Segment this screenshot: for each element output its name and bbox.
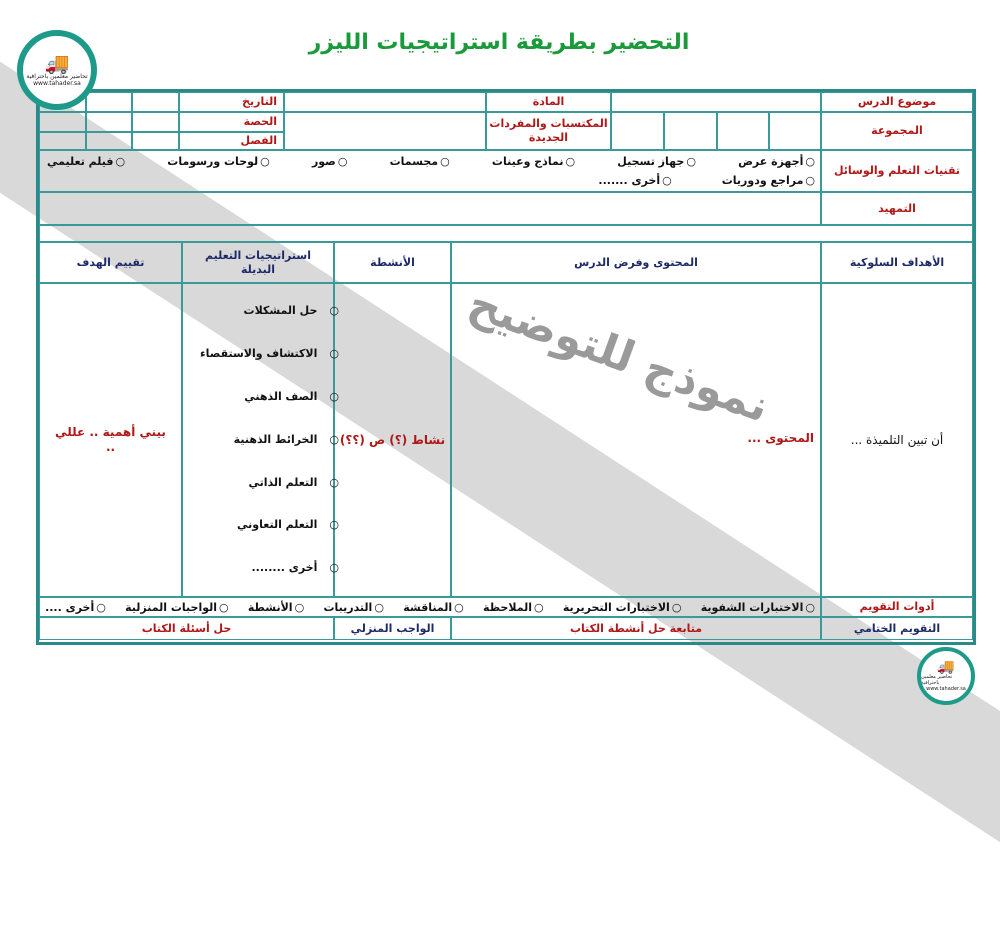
period-label: الحصة — [180, 112, 285, 132]
assessment-option[interactable]: ○ الملاحظة — [484, 601, 545, 614]
strategy-item[interactable]: ○ الصف الذهني — [245, 390, 340, 403]
evaluation-cell[interactable]: بيني أهمية .. عللي .. — [40, 283, 183, 597]
activity-cell[interactable]: نشاط (؟) ص (؟؟) — [335, 283, 452, 597]
objectives-header: الأهداف السلوكية — [822, 242, 974, 283]
class-label: الفصل — [180, 132, 285, 150]
final-follow[interactable]: متابعة حل أنشطة الكتاب — [452, 617, 822, 640]
assessment-label: أدوات التقويم — [822, 597, 974, 617]
class-cell[interactable] — [133, 132, 180, 150]
spacer-row — [40, 225, 974, 242]
tech-options-line-2 — [48, 172, 816, 188]
class-cell[interactable] — [87, 132, 133, 150]
date-cell[interactable] — [87, 92, 133, 112]
strategy-item[interactable]: ○ التعلم الذاتي — [250, 476, 340, 489]
logo-bottom: 🚚 تحاضير معلمين باحترافية www.tahader.sa — [918, 647, 976, 705]
vocab-field[interactable] — [285, 112, 487, 150]
evaluation-header: تقييم الهدف — [40, 242, 183, 283]
period-cell[interactable] — [133, 112, 180, 132]
tech-option[interactable]: ○ أخرى ....... — [599, 174, 672, 187]
watermark-text: نموذج للتوضيح — [463, 277, 777, 433]
assessment-option[interactable]: ○ الواجبات المنزلية — [126, 601, 230, 614]
tech-options-line-1 — [48, 153, 816, 169]
vocab-label: المكتسبات والمفردات الجديدة — [487, 112, 612, 150]
activities-header: الأنشطة — [335, 242, 452, 283]
intro-field[interactable] — [40, 192, 822, 225]
tech-option[interactable]: ○ مجسمات — [391, 155, 451, 168]
strategy-item[interactable]: ○ الاكتشاف والاستقصاء — [201, 347, 340, 360]
tech-option[interactable]: ○ لوحات ورسومات — [168, 155, 270, 168]
topic-field[interactable] — [612, 92, 822, 112]
topic-label: موضوع الدرس — [822, 92, 974, 112]
strategy-item[interactable]: ○ حل المشكلات — [245, 304, 340, 317]
group-box[interactable] — [718, 112, 770, 150]
homework-value[interactable]: حل أسئلة الكتاب — [40, 617, 335, 640]
assessment-option[interactable]: ○ المناقشة — [404, 601, 465, 614]
group-box[interactable] — [665, 112, 718, 150]
content-header: المحتوى وفرض الدرس — [452, 242, 822, 283]
date-cell[interactable] — [133, 92, 180, 112]
date-label: التاريخ — [180, 92, 285, 112]
content-cell[interactable]: المحتوى ... — [452, 283, 822, 597]
assessment-option[interactable]: ○ الاختبارات التحريرية — [564, 601, 683, 614]
assessment-option[interactable]: ○ الاختبارات الشفوية — [702, 601, 816, 614]
tech-label: تقنيات التعلم والوسائل — [822, 150, 974, 192]
tech-option[interactable]: ○ نماذج وعينات — [493, 155, 576, 168]
period-cell[interactable] — [40, 112, 87, 132]
assessment-option[interactable]: ○ الأنشطة — [249, 601, 305, 614]
tech-option[interactable]: ○ فيلم تعليمي — [48, 155, 126, 168]
final-label: التقويم الختامي — [822, 617, 974, 640]
tech-option[interactable]: ○ صور — [313, 155, 348, 168]
class-cell[interactable] — [40, 132, 87, 150]
subject-label: المادة — [487, 92, 612, 112]
assessment-option[interactable]: ○ التدريبات — [324, 601, 385, 614]
strategies-header: استراتيجيات التعليم البديلة — [183, 242, 335, 283]
logo-top: 🚚 تحاضير معلمين باحترافية www.tahader.sa — [18, 30, 98, 110]
tech-option[interactable]: ○ أجهزة عرض — [739, 155, 816, 168]
page-title: التحضير بطريقة استراتيجيات الليزر — [309, 30, 691, 55]
strategy-item[interactable]: ○ الخرائط الذهنية — [235, 433, 340, 446]
group-box[interactable] — [770, 112, 822, 150]
intro-label: التمهيد — [822, 192, 974, 225]
homework-label: الواجب المنزلي — [335, 617, 452, 640]
period-cell[interactable] — [87, 112, 133, 132]
objective-cell[interactable]: أن تبين التلميذة ... — [822, 283, 974, 597]
truck-icon: 🚚 — [45, 51, 71, 75]
strategy-item[interactable]: ○ التعلم التعاوني — [238, 518, 340, 531]
group-label: المجموعة — [822, 112, 974, 150]
tech-option[interactable]: ○ جهاز تسجيل — [618, 155, 697, 168]
assessment-options-line — [46, 599, 816, 615]
assessment-option[interactable]: ○ أخرى .... — [46, 601, 107, 614]
subject-field[interactable] — [285, 92, 487, 112]
tech-option[interactable]: ○ مراجع ودوريات — [723, 174, 816, 187]
strategy-item[interactable]: ○ أخرى ........ — [253, 561, 341, 574]
truck-icon: 🚚 — [938, 659, 956, 675]
group-box[interactable] — [612, 112, 665, 150]
